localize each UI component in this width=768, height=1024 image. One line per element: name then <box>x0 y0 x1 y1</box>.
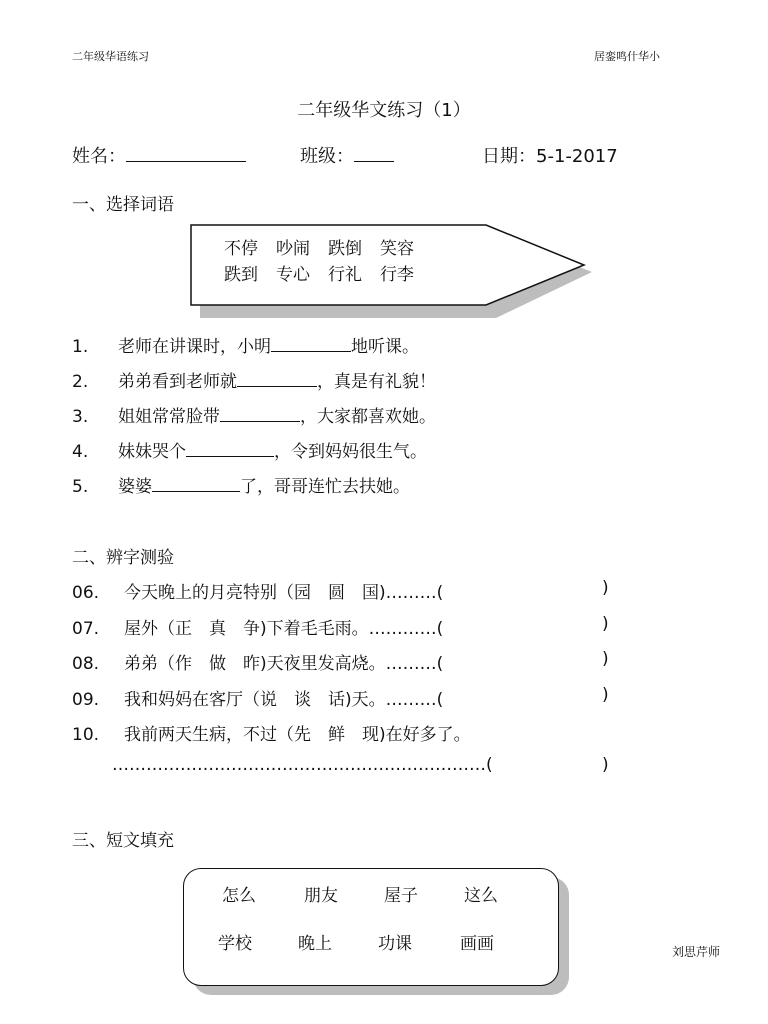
class-row <box>300 142 394 168</box>
answer-close-paren: ) <box>602 649 609 669</box>
question-text: 妹妹哭个 <box>118 442 186 462</box>
question-text: ，令到妈妈很生气。 <box>274 442 427 462</box>
word-box-word: 画画 <box>460 934 494 954</box>
answer-blank <box>220 405 300 422</box>
question-text: 婆婆 <box>118 477 152 497</box>
header-right: 居銮鸣什华小 <box>594 50 660 63</box>
answer-blank <box>237 370 317 387</box>
question-number: 10. <box>72 725 100 745</box>
question-6 <box>72 578 443 603</box>
question-7 <box>72 614 443 639</box>
word-box-word: 朋友 <box>304 886 338 906</box>
question-text: 弟弟（作 做 昨)天夜里发高烧。………( <box>124 654 444 674</box>
word-bank-word: 笑容 <box>380 239 414 259</box>
question-9 <box>72 685 443 710</box>
word-bank-word: 行礼 <box>328 265 362 285</box>
answer-blank <box>152 475 240 492</box>
answer-close-paren: ) <box>602 578 609 598</box>
word-bank-word: 吵闹 <box>276 239 310 259</box>
word-box-word: 晚上 <box>298 934 332 954</box>
answer-close-paren: ) <box>602 614 609 634</box>
date-label: 日期： <box>482 146 536 167</box>
teacher-name: 刘思芹师 <box>672 945 721 959</box>
answer-close-paren: ) <box>602 755 609 775</box>
question-10-continuation: …………………………………………………………( <box>112 755 493 775</box>
question-2 <box>72 367 436 392</box>
date-row <box>482 142 618 168</box>
class-label: 班级： <box>300 146 354 167</box>
word-box-word: 学校 <box>218 934 252 954</box>
question-text: 我和妈妈在客厅（说 谈 话)天。………( <box>124 690 444 710</box>
question-number: 4. <box>72 442 89 462</box>
word-bank-word: 不停 <box>224 239 258 259</box>
question-3 <box>72 402 436 427</box>
section1-heading: 一、选择词语 <box>72 195 174 215</box>
name-blank <box>126 145 246 162</box>
question-4 <box>72 437 427 462</box>
word-bank-row-2 <box>224 260 432 285</box>
question-text: 了，哥哥连忙去扶她。 <box>240 477 410 497</box>
answer-close-paren: ) <box>602 685 609 705</box>
answer-blank <box>186 440 274 457</box>
section2-heading: 二、辨字测验 <box>72 548 174 568</box>
question-10 <box>72 720 471 745</box>
question-text: 弟弟看到老师就 <box>118 372 237 392</box>
question-8 <box>72 649 443 674</box>
question-text: ，大家都喜欢她。 <box>300 407 436 427</box>
word-box-word: 功课 <box>378 934 412 954</box>
question-text: 老师在讲课时，小明 <box>118 337 271 357</box>
class-blank <box>354 145 394 162</box>
word-box-word: 这么 <box>464 886 498 906</box>
question-text: 屋外（正 真 争)下着毛毛雨。…………( <box>124 619 444 639</box>
question-number: 2. <box>72 372 89 392</box>
header-left: 二年级华语练习 <box>72 50 149 63</box>
question-text: 地听课。 <box>351 337 419 357</box>
question-number: 1. <box>72 337 89 357</box>
question-number: 3. <box>72 407 89 427</box>
word-bank-row-1 <box>224 234 432 259</box>
name-row <box>72 142 246 168</box>
question-text: 我前两天生病，不过（先 鲜 现)在好多了。 <box>124 725 471 745</box>
question-1 <box>72 332 419 357</box>
page-title: 二年级华文练习（1） <box>297 100 471 121</box>
word-bank-word: 跌到 <box>224 265 258 285</box>
name-label: 姓名： <box>72 146 126 167</box>
word-bank-word: 行李 <box>380 265 414 285</box>
question-text: 姐姐常常脸带 <box>118 407 220 427</box>
word-bank-word: 专心 <box>276 265 310 285</box>
word-box-word: 怎么 <box>222 886 256 906</box>
question-number: 08. <box>72 654 100 674</box>
question-text: 今天晚上的月亮特别（园 圆 国)………( <box>124 583 444 603</box>
word-bank-word: 跌倒 <box>328 239 362 259</box>
question-number: 5. <box>72 477 89 497</box>
section3-word-box <box>183 868 559 986</box>
question-number: 09. <box>72 690 100 710</box>
word-box-word: 屋子 <box>384 886 418 906</box>
section3-heading: 三、短文填充 <box>72 831 174 851</box>
answer-blank <box>271 335 351 352</box>
question-number: 07. <box>72 619 100 639</box>
question-number: 06. <box>72 583 100 603</box>
question-5 <box>72 472 410 497</box>
question-text: ，真是有礼貌！ <box>317 372 436 392</box>
date-value: 5-1-2017 <box>536 146 618 167</box>
